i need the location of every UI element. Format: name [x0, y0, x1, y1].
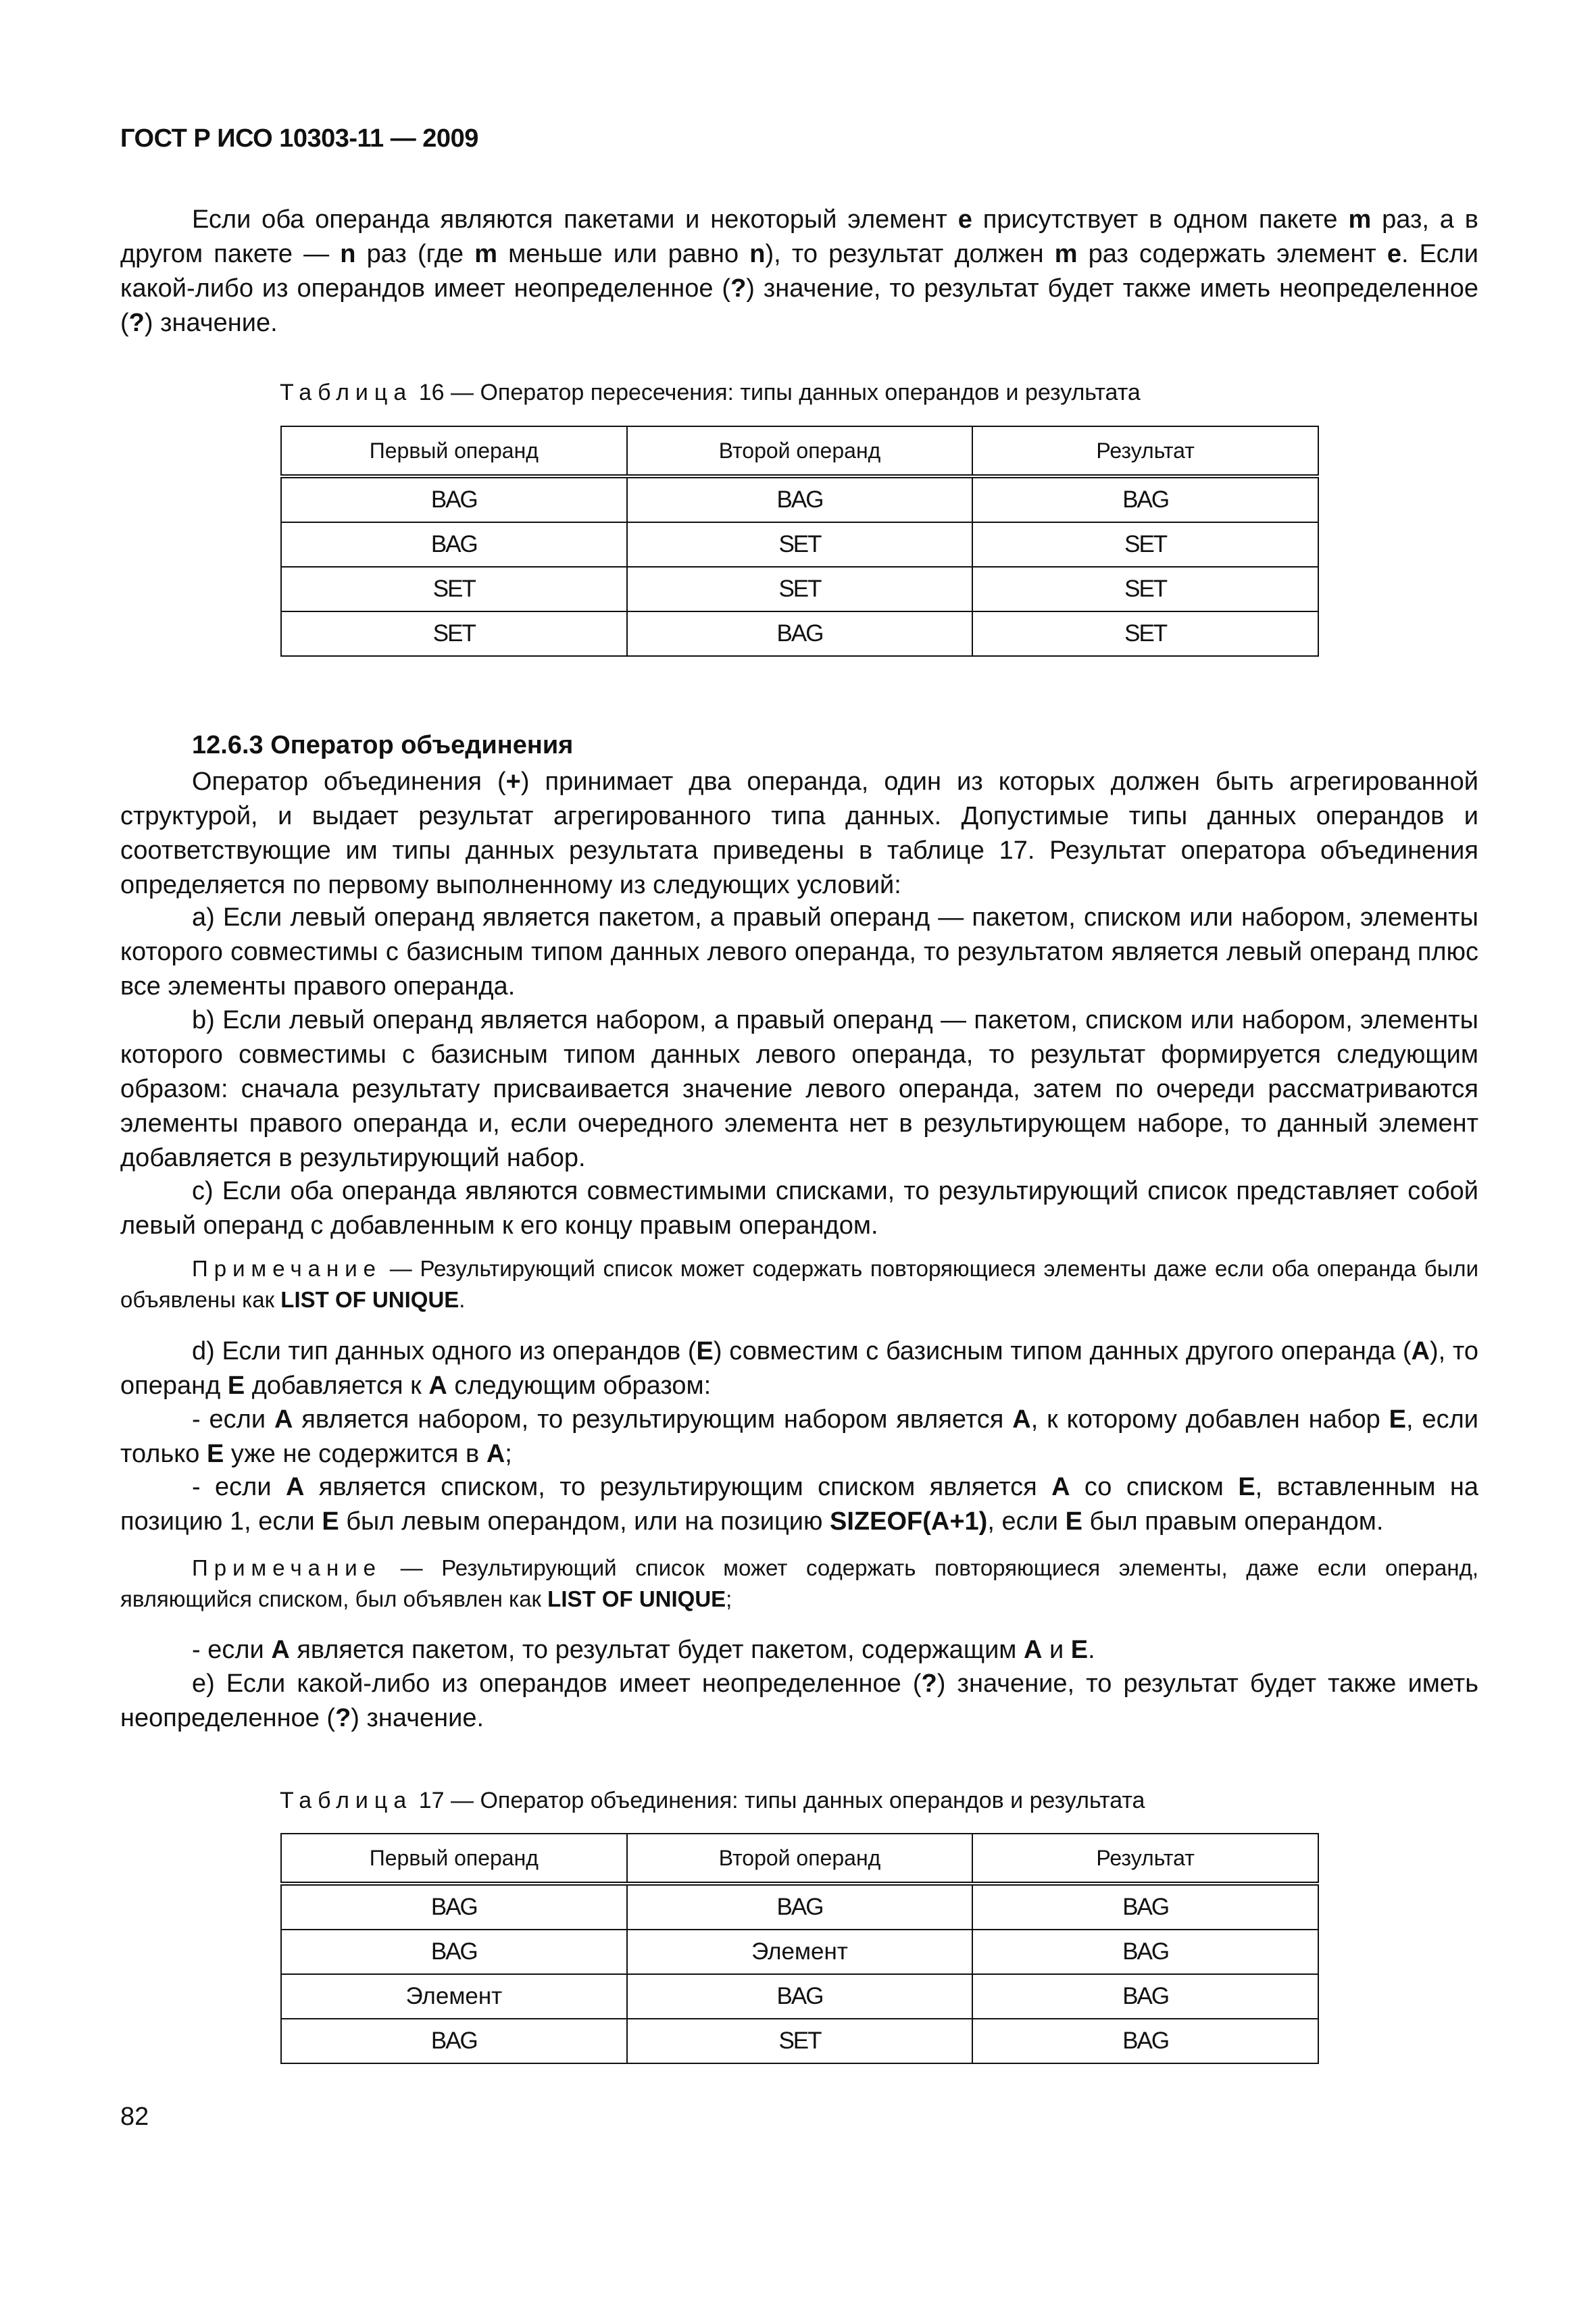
table-cell: BAG [972, 2019, 1318, 2063]
table-cell: BAG [627, 476, 973, 522]
table-cell: BAG [972, 1884, 1318, 1930]
table-cell: BAG [972, 1930, 1318, 1974]
table-cell: BAG [281, 476, 627, 522]
table16-caption: Таблица 16 — Оператор пересечения: типы данных операндов и результата [280, 380, 1141, 405]
table-cell: BAG [972, 476, 1318, 522]
table-row [281, 1974, 1318, 2019]
table-cell: Элемент [627, 1930, 973, 1974]
table-row [281, 1930, 1318, 1974]
table-cell: BAG [281, 2019, 627, 2063]
table-cell: SET [627, 522, 973, 567]
note-2: Примечание — Результирующий список может содержать повторяющиеся элементы, даже если операнд, являющийся списком, был объявлен как LIST OF UNIQUE; [120, 1555, 1478, 1611]
item-a-paragraph: a) Если левый операнд является пакетом, а правый операнд — пакетом, списком или набором, элементы которого совместимы с базисным типом данных левого операнда, то результатом является левый операнд плюс все элементы правого операнда. [120, 903, 1478, 1001]
table-cell: SET [627, 567, 973, 611]
column-header: Результат [972, 1834, 1318, 1884]
section-heading: 12.6.3 Оператор объединения [192, 731, 574, 759]
column-header: Результат [972, 426, 1318, 476]
table-cell: BAG [281, 1930, 627, 1974]
table-cell: SET [627, 2019, 973, 2063]
table-cell: SET [972, 611, 1318, 656]
intro-paragraph: Если оба операнда являются пакетами и некоторый элемент e присутствует в одном пакете m раз, а в другом пакете — n раз (где m меньше или равно n), то результат должен m раз содержать элемент e. Если какой-либо из операндов имеет неопределенное (?) значение, то результат будет также иметь неопределенное (?) значение. [120, 205, 1478, 337]
table-row [281, 1884, 1318, 1930]
note-1: Примечание — Результирующий список может содержать повторяющиеся элементы даже если оба операнда были объявлены как LIST OF UNIQUE. [120, 1256, 1478, 1312]
table-row [281, 522, 1318, 567]
document-header: ГОСТ Р ИСО 10303-11 — 2009 [120, 124, 478, 153]
table-cell: SET [281, 611, 627, 656]
dash-bag-paragraph: - если A является пакетом, то результат будет пакетом, содержащим A и E. [192, 1636, 1095, 1664]
table-row [281, 611, 1318, 656]
item-d-paragraph: d) Если тип данных одного из операндов (E) совместим с базисным типом данных другого операнда (A), то операнд E добавляется к A следующим образом: [120, 1337, 1478, 1400]
table-header-row [281, 426, 1318, 476]
table-cell: SET [281, 567, 627, 611]
table-cell: BAG [627, 611, 973, 656]
column-header: Второй операнд [627, 1834, 973, 1884]
table-cell: BAG [627, 1884, 973, 1930]
table17-caption: Таблица 17 — Оператор объединения: типы данных операндов и результата [280, 1788, 1145, 1813]
table-header-row [281, 1834, 1318, 1884]
column-header: Второй операнд [627, 426, 973, 476]
column-header: Первый операнд [281, 426, 627, 476]
dash-set-paragraph: - если A является набором, то результирующим набором является A, к которому добавлен набор E, если только E уже не содержится в A; [120, 1405, 1478, 1468]
table-cell: SET [972, 567, 1318, 611]
table-row [281, 476, 1318, 522]
table-row [281, 567, 1318, 611]
table-cell: Элемент [281, 1974, 627, 2019]
table-cell: BAG [627, 1974, 973, 2019]
page-number: 82 [120, 2103, 149, 2131]
table-cell: BAG [281, 1884, 627, 1930]
table16 [280, 426, 1319, 657]
item-b-paragraph: b) Если левый операнд является набором, а правый операнд — пакетом, списком или набором, элементы которого совместимы с базисным типом данных левого операнда, то результат формируется следующим образом: сначала результату присваивается значение левого операнда, затем по очереди рассматриваются элементы правого операнда и, если очередного элемента нет в результирующем наборе, то данный элемент добавляется в результирующий набор. [120, 1006, 1478, 1172]
table-cell: SET [972, 522, 1318, 567]
table-cell: BAG [281, 522, 627, 567]
table-row [281, 2019, 1318, 2063]
union-intro-paragraph: Оператор объединения (+) принимает два операнда, один из которых должен быть агрегированной структурой, и выдает результат агрегированного типа данных. Допустимые типы данных операндов и соответствующие им типы данных результата приведены в таблице 17. Результат оператора объединения определяется по первому выполненному из следующих условий: [120, 768, 1478, 899]
column-header: Первый операнд [281, 1834, 627, 1884]
item-e-paragraph: e) Если какой-либо из операндов имеет неопределенное (?) значение, то результат будет также иметь неопределенное (?) значение. [120, 1669, 1479, 1732]
table-cell: BAG [972, 1974, 1318, 2019]
dash-list-paragraph: - если A является списком, то результирующим списком является A со списком E, вставленным на позицию 1, если E был левым операндом, или на позицию SIZEOF(A+1), если E был правым операндом. [120, 1473, 1478, 1536]
item-c-paragraph: c) Если оба операнда являются совместимыми списками, то результирующий список представляет собой левый операнд с добавленным к его концу правым операндом. [120, 1177, 1478, 1240]
table17 [280, 1833, 1319, 2064]
